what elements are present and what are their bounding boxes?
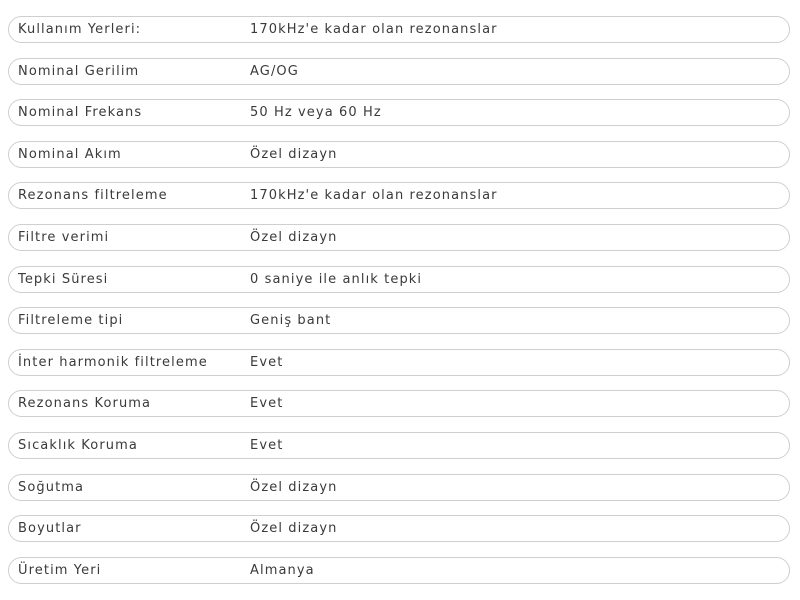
spec-row-cooling [8,474,790,501]
spec-label: Nominal Akım [18,146,122,162]
spec-value: Özel dizayn [250,229,338,245]
spec-label: Sıcaklık Koruma [18,437,138,453]
spec-label: Tepki Süresi [18,271,109,287]
spec-row-nominal-frequency [8,99,790,126]
spec-value: 0 saniye ile anlık tepki [250,271,423,287]
spec-value: Özel dizayn [250,521,338,537]
spec-row-origin [8,557,790,584]
spec-row-filter-efficiency [8,224,790,251]
spec-row-usage [8,16,790,43]
spec-value: 50 Hz veya 60 Hz [250,105,382,121]
spec-value: Evet [250,354,284,370]
spec-label: Kullanım Yerleri: [18,22,142,37]
spec-label: İnter harmonik filtreleme [18,354,208,370]
spec-label: Soğutma [18,479,85,495]
spec-value: Özel dizayn [250,479,338,495]
spec-row-filter-type [8,307,790,334]
spec-value: 170kHz'e kadar olan rezonanslar [250,188,498,204]
spec-row-nominal-current [8,141,790,168]
spec-label: Filtre verimi [18,229,110,245]
spec-row-temperature-protection [8,432,790,459]
spec-label: Rezonans Koruma [18,396,152,412]
spec-row-resonance-protection [8,390,790,417]
spec-label: Nominal Gerilim [18,63,140,79]
spec-label: Boyutlar [18,521,82,537]
spec-row-response-time [8,266,790,293]
spec-value: 170kHz'e kadar olan rezonanslar [250,22,498,37]
spec-value: Evet [250,396,284,412]
spec-value: Geniş bant [250,313,332,329]
spec-value: Almanya [250,562,315,578]
spec-value: Özel dizayn [250,146,338,162]
spec-label: Rezonans filtreleme [18,188,168,204]
spec-row-resonance-filtering [8,182,790,209]
spec-label: Üretim Yeri [18,562,102,578]
spec-row-interharmonic-filtering [8,349,790,376]
spec-label: Filtreleme tipi [18,313,124,329]
spec-value: AG/OG [250,63,299,79]
specifications-table [8,16,790,598]
spec-label: Nominal Frekans [18,105,143,121]
spec-row-dimensions [8,515,790,542]
spec-row-nominal-voltage [8,58,790,85]
spec-value: Evet [250,437,284,453]
